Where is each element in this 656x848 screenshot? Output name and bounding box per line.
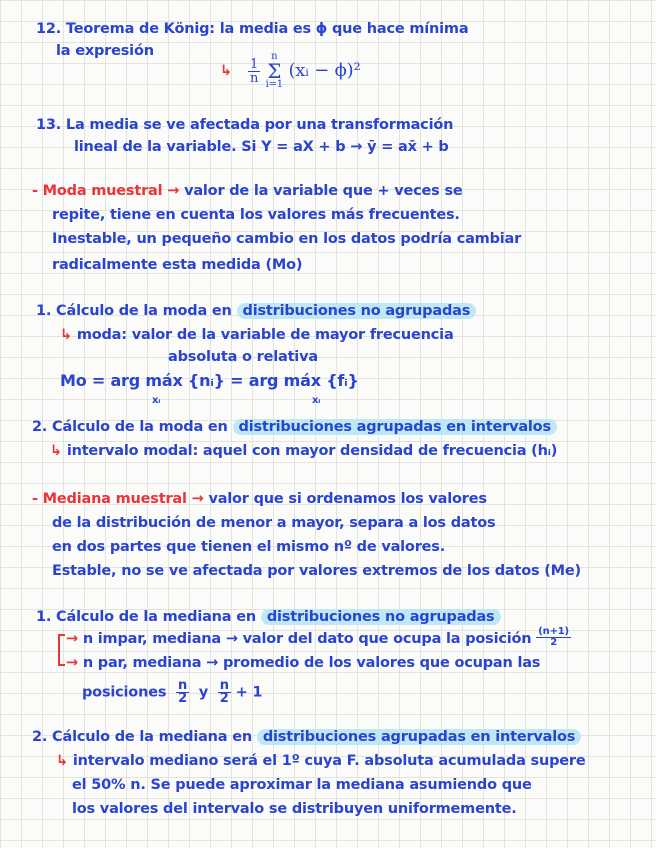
arrow-right-icon: → bbox=[191, 491, 209, 507]
mediana-1-sub3-line bbox=[82, 680, 262, 710]
frac-n-2-a: $\frac{n}{2}$ bbox=[177, 678, 188, 706]
arrow-icon: ↳ bbox=[56, 753, 68, 769]
mediana-1-y: y bbox=[198, 684, 208, 701]
konig-frac-num: 1 bbox=[250, 56, 259, 72]
arrow-right-icon: → bbox=[66, 631, 78, 647]
moda-1-sub-x1: xᵢ bbox=[152, 395, 161, 406]
mediana-1-sub2: n par, mediana → promedio de los valores que ocupan las bbox=[82, 655, 541, 671]
transformacion-line2: lineal de la variable. Si Y = aX + b → ȳ = ax̄ + b bbox=[74, 139, 449, 155]
moda-2-sub: intervalo modal: aquel con mayor densidad de frecuencia (hᵢ) bbox=[66, 443, 558, 459]
teorema-konig-line2: la expresión bbox=[56, 43, 154, 59]
sigma-icon: Σ bbox=[267, 59, 282, 83]
konig-frac-den: n bbox=[249, 70, 259, 86]
mediana-1-sub3: posiciones bbox=[82, 684, 167, 701]
moda-def-line2: repite, tiene en cuenta los valores más frecuentes. bbox=[52, 207, 460, 223]
mediana-def-line4: Estable, no se ve afectada por valores extremos de los datos (Me) bbox=[52, 563, 581, 579]
mediana-2-sub2: el 50% n. Se puede aproximar la mediana asumiendo que bbox=[72, 777, 532, 793]
moda-1-prefix: 1. Cálculo de la moda en bbox=[36, 303, 232, 319]
moda-def-line3: Inestable, un pequeño cambio en los datos podría cambiar bbox=[52, 231, 522, 247]
mediana-def-line1: valor que si ordenamos los valores bbox=[208, 491, 487, 507]
arrow-right-icon: → bbox=[66, 655, 78, 671]
moda-title-line bbox=[32, 182, 463, 200]
moda-2-highlight: distribuciones agrupadas en intervalos bbox=[233, 419, 557, 435]
moda-2-prefix: 2. Cálculo de la moda en bbox=[32, 419, 228, 435]
moda-1-sub1-line bbox=[60, 326, 454, 344]
moda-1-highlight: distribuciones no agrupadas bbox=[237, 303, 477, 319]
mediana-2-sub1: intervalo mediano será el 1º cuya F. absoluta acumulada supere bbox=[72, 753, 586, 769]
mediana-title: - Mediana muestral bbox=[32, 491, 187, 507]
mediana-1-plus1: + 1 bbox=[235, 684, 263, 701]
konig-term: (xᵢ − ϕ)² bbox=[288, 60, 361, 81]
teorema-konig-line1: 12. Teorema de König: la media es ϕ que hace mínima bbox=[36, 21, 469, 37]
sum-bottom: i=1 bbox=[265, 79, 283, 90]
moda-1-sub-x2: xᵢ bbox=[312, 395, 321, 406]
mediana-2-highlight: distribuciones agrupadas en intervalos bbox=[257, 729, 581, 745]
mediana-def-line3: en dos partes que tienen el mismo nº de valores. bbox=[52, 539, 446, 555]
mediana-1-sub1: n impar, mediana → valor del dato que ocupa la posición bbox=[82, 631, 532, 647]
bracket-icon bbox=[58, 634, 65, 666]
moda-def-line1: valor de la variable que + veces se bbox=[184, 183, 463, 199]
moda-2-sub-line bbox=[50, 442, 557, 460]
mediana-def-line2: de la distribución de menor a mayor, separa a los datos bbox=[52, 515, 496, 531]
arrow-right-icon: → bbox=[167, 183, 185, 199]
moda-1-heading bbox=[36, 302, 476, 320]
mediana-1-sub2-line bbox=[66, 654, 540, 672]
sum-top: n bbox=[271, 51, 278, 62]
frac-n-2-b: $\frac{n}{2}$ bbox=[219, 678, 229, 706]
mediana-1-prefix: 1. Cálculo de la mediana en bbox=[36, 609, 256, 625]
mediana-2-sub3: los valores del intervalo se distribuyen uniformemente. bbox=[72, 801, 517, 817]
moda-1-formula: Mo = arg máx {nᵢ} = arg máx {fᵢ} bbox=[60, 371, 359, 390]
mediana-1-frac: $\frac{(n+1)}{2}$ bbox=[538, 625, 569, 648]
mediana-1-highlight: distribuciones no agrupadas bbox=[261, 609, 501, 625]
mediana-title-line bbox=[32, 490, 487, 508]
konig-formula bbox=[248, 52, 361, 88]
moda-1-sub2: absoluta o relativa bbox=[168, 349, 318, 365]
arrow-icon: ↳ bbox=[60, 327, 72, 343]
arrow-icon: ↳ bbox=[220, 63, 232, 79]
mediana-1-sub1-line bbox=[66, 625, 571, 648]
mediana-2-heading bbox=[32, 728, 581, 746]
moda-title: - Moda muestral bbox=[32, 183, 163, 199]
moda-1-sub1: moda: valor de la variable de mayor frecuencia bbox=[76, 327, 454, 343]
mediana-2-sub1-line bbox=[56, 752, 585, 770]
moda-2-heading bbox=[32, 418, 557, 436]
mediana-2-prefix: 2. Cálculo de la mediana en bbox=[32, 729, 252, 745]
moda-def-line4: radicalmente esta medida (Mo) bbox=[52, 257, 303, 273]
transformacion-line1: 13. La media se ve afectada por una transformación bbox=[36, 117, 454, 133]
arrow-icon: ↳ bbox=[50, 443, 62, 459]
mediana-1-heading bbox=[36, 608, 501, 626]
